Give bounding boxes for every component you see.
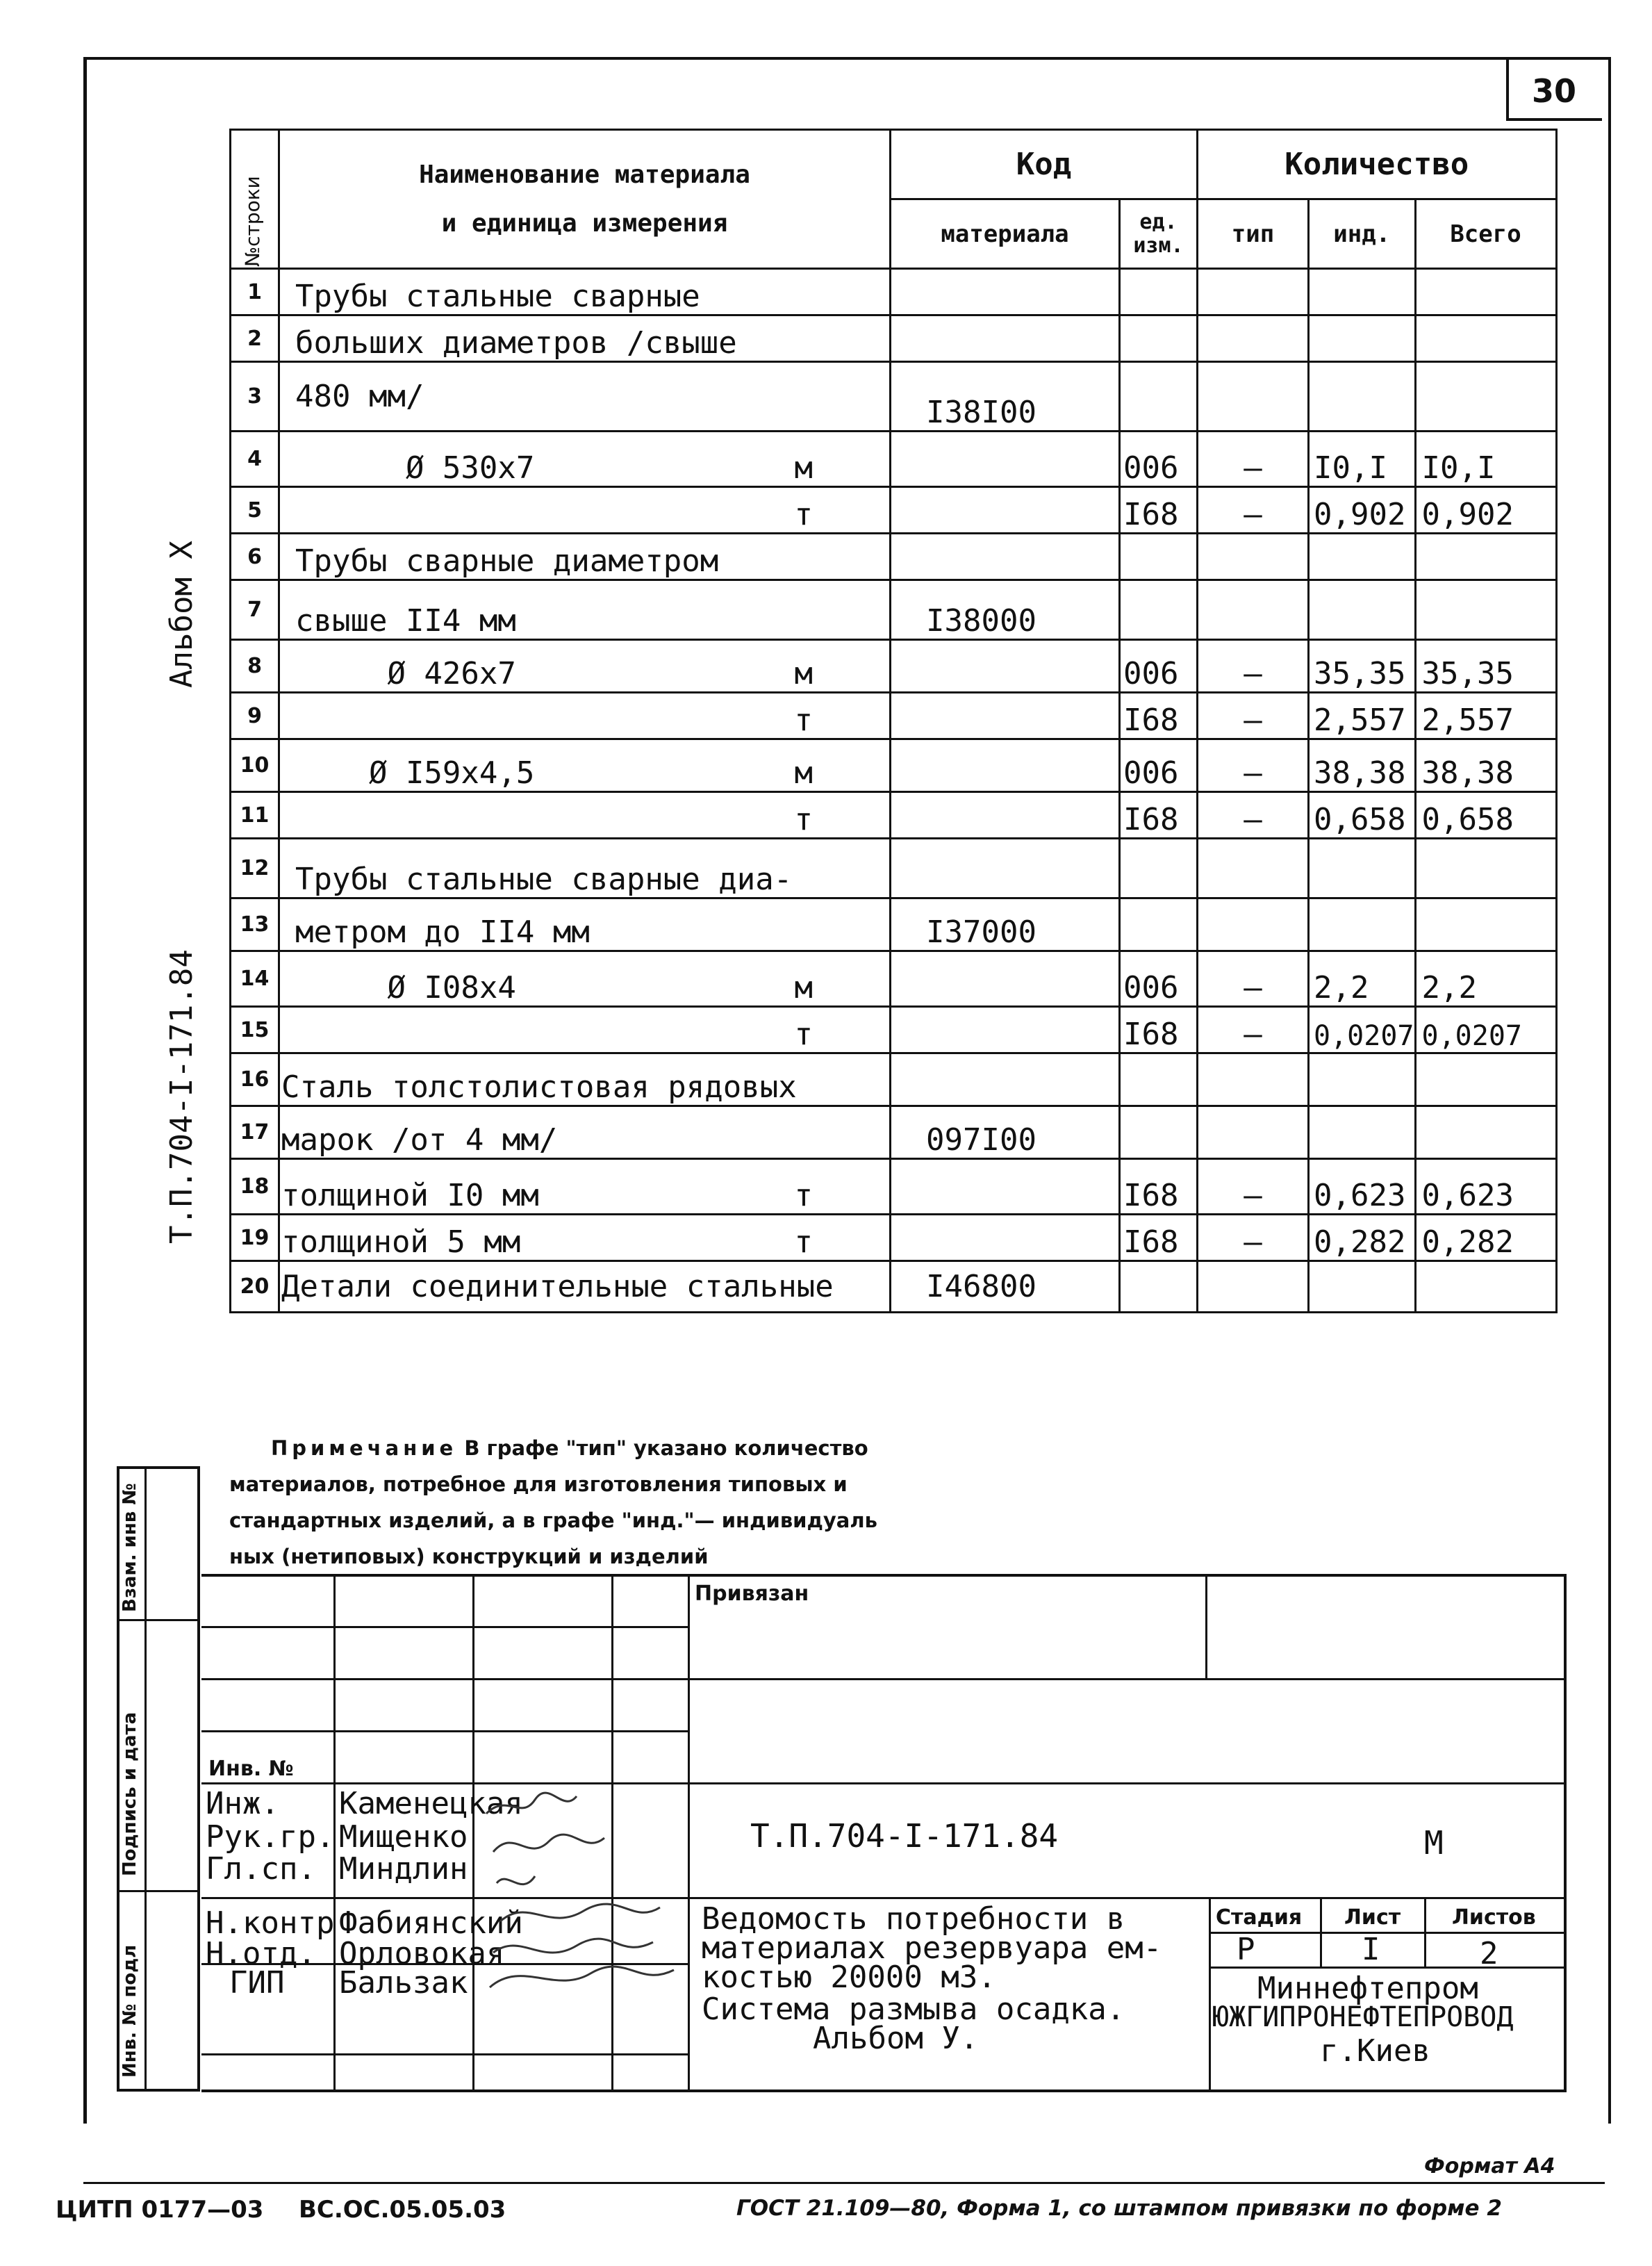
row-number: 9 xyxy=(231,693,279,739)
unit-code: 006 xyxy=(1120,432,1198,487)
material-name xyxy=(279,792,891,839)
page-number: 30 xyxy=(1531,72,1576,110)
table-row xyxy=(231,739,1557,792)
material-name-text: Трубы сварные диаметром xyxy=(295,543,719,579)
qty-ind: 35,35 xyxy=(1309,640,1416,693)
doc-code-side-label: Т.П.704-I-171.84 xyxy=(164,949,199,1244)
material-name-text: Сталь толстолистовая рядовых xyxy=(281,1069,797,1105)
qty-total xyxy=(1415,1261,1556,1313)
qty-total: 35,35 xyxy=(1415,640,1556,693)
material-code xyxy=(891,534,1120,580)
unit-code: I68 xyxy=(1120,1159,1198,1215)
material-code xyxy=(891,1007,1120,1053)
footer-line xyxy=(83,2182,1605,2184)
qty-ind xyxy=(1309,1053,1416,1106)
row-number: 18 xyxy=(231,1159,279,1215)
person-name: Мищенко xyxy=(339,1819,468,1855)
stamp-mark: М xyxy=(1424,1824,1444,1862)
unit-text: т xyxy=(794,1178,813,1213)
header-row-no xyxy=(231,130,279,269)
qty-type xyxy=(1198,362,1309,432)
qty-ind xyxy=(1309,1106,1416,1159)
inv-no-label: Инв. № xyxy=(208,1757,294,1781)
sheet-value: I xyxy=(1362,1932,1380,1967)
row-number: 13 xyxy=(231,898,279,951)
unit-text: т xyxy=(794,1224,813,1260)
row-number: 14 xyxy=(231,951,279,1007)
table-row xyxy=(231,1215,1557,1261)
material-name-text: Ø 530х7 xyxy=(295,450,535,486)
qty-ind: I0,I xyxy=(1309,432,1416,487)
material-code xyxy=(891,315,1120,362)
table-row xyxy=(231,898,1557,951)
material-code xyxy=(891,739,1120,792)
table-row xyxy=(231,1159,1557,1215)
row-number: 3 xyxy=(231,362,279,432)
material-code: I37000 xyxy=(891,898,1120,951)
qty-total: 0,623 xyxy=(1415,1159,1556,1215)
qty-total xyxy=(1415,315,1556,362)
sheets-value: 2 xyxy=(1480,1936,1498,1971)
material-code xyxy=(891,839,1120,898)
table-row xyxy=(231,640,1557,693)
material-name xyxy=(279,693,891,739)
table-row xyxy=(231,1106,1557,1159)
unit-code xyxy=(1120,362,1198,432)
qty-total xyxy=(1415,362,1556,432)
unit-text: м xyxy=(794,970,813,1005)
material-name-text: больших диаметров /свыше xyxy=(295,325,737,361)
qty-type xyxy=(1198,1261,1309,1313)
album-side-label: Альбом X xyxy=(164,541,199,688)
qty-type: – xyxy=(1198,640,1309,693)
material-code xyxy=(891,432,1120,487)
unit-text: т xyxy=(794,1017,813,1052)
stamp-vline xyxy=(1205,1574,1207,1678)
qty-ind xyxy=(1309,839,1416,898)
material-code xyxy=(891,1159,1120,1215)
qty-total: 0,0207 xyxy=(1415,1007,1556,1053)
qty-ind: 0,902 xyxy=(1309,487,1416,534)
qty-type xyxy=(1198,1106,1309,1159)
material-name xyxy=(279,534,891,580)
material-name-text: метром до II4 мм xyxy=(295,914,590,950)
unit-code xyxy=(1120,1053,1198,1106)
row-number: 20 xyxy=(231,1261,279,1313)
qty-total: 38,38 xyxy=(1415,739,1556,792)
qty-type xyxy=(1198,839,1309,898)
qty-total: 0,282 xyxy=(1415,1215,1556,1261)
material-code xyxy=(891,693,1120,739)
left-strip-divider xyxy=(144,1466,147,2092)
material-name-text: Ø 426х7 xyxy=(295,656,516,691)
qty-total xyxy=(1415,534,1556,580)
table-row xyxy=(231,1007,1557,1053)
qty-type xyxy=(1198,580,1309,640)
qty-ind xyxy=(1309,315,1416,362)
unit-code: I68 xyxy=(1120,487,1198,534)
person-name: Каменецкая xyxy=(339,1786,523,1821)
material-name-text: Трубы стальные сварные диа- xyxy=(295,862,793,897)
stamp-hline xyxy=(201,1678,1567,1680)
material-name-text: свыше II4 мм xyxy=(295,603,516,639)
qty-type: – xyxy=(1198,487,1309,534)
table-row xyxy=(231,693,1557,739)
role-label: ГИП xyxy=(229,1965,285,2001)
qty-total xyxy=(1415,1106,1556,1159)
qty-type: – xyxy=(1198,1215,1309,1261)
qty-total xyxy=(1415,269,1556,315)
qty-type xyxy=(1198,1053,1309,1106)
unit-code: 006 xyxy=(1120,951,1198,1007)
footer-left: ЦИТП 0177—03 xyxy=(56,2196,264,2224)
header-qty: Количество xyxy=(1198,130,1557,199)
row-number: 12 xyxy=(231,839,279,898)
table-row xyxy=(231,1261,1557,1313)
qty-ind: 0,658 xyxy=(1309,792,1416,839)
header-name xyxy=(279,130,891,269)
stamp-hline xyxy=(1209,1967,1567,1969)
table-row xyxy=(231,534,1557,580)
stamp-vline xyxy=(1424,1897,1426,1967)
role-label: Рук.гр. xyxy=(206,1819,335,1855)
material-code xyxy=(891,792,1120,839)
unit-code: I68 xyxy=(1120,1215,1198,1261)
stamp-vline xyxy=(1209,1897,1211,2092)
qty-total xyxy=(1415,839,1556,898)
doc-title-line2: материалах резервуара ем- xyxy=(702,1930,1162,1966)
material-code: 097I00 xyxy=(891,1106,1120,1159)
person-name: Орловокая xyxy=(339,1936,505,1971)
unit-text: м xyxy=(794,755,813,791)
row-number: 11 xyxy=(231,792,279,839)
table-row xyxy=(231,432,1557,487)
material-name-text: Детали соединительные стальные xyxy=(281,1269,834,1304)
qty-total: 0,658 xyxy=(1415,792,1556,839)
table-row xyxy=(231,315,1557,362)
qty-ind xyxy=(1309,1261,1416,1313)
material-name xyxy=(279,839,891,898)
material-name-text: 480 мм/ xyxy=(295,379,424,414)
row-number: 10 xyxy=(231,739,279,792)
row-number: 7 xyxy=(231,580,279,640)
table-row xyxy=(231,580,1557,640)
qty-type: – xyxy=(1198,739,1309,792)
unit-code xyxy=(1120,580,1198,640)
stamp-vline xyxy=(472,1574,474,2092)
unit-code xyxy=(1120,839,1198,898)
sheets-label: Листов xyxy=(1452,1905,1536,1930)
note-block xyxy=(229,1430,1549,1575)
unit-code xyxy=(1120,534,1198,580)
qty-total: 0,902 xyxy=(1415,487,1556,534)
note-lead: Примечание xyxy=(271,1436,458,1460)
unit-text: т xyxy=(794,497,813,532)
format-label: Формат А4 xyxy=(1424,2154,1555,2178)
qty-total xyxy=(1415,898,1556,951)
qty-type: – xyxy=(1198,1159,1309,1215)
role-label: Гл.сп. xyxy=(206,1851,316,1887)
unit-code xyxy=(1120,1261,1198,1313)
stamp-hline xyxy=(201,1626,688,1628)
header-code: Код xyxy=(891,130,1198,199)
org-line1: Миннефтепром xyxy=(1257,1971,1478,2006)
person-name: Бальзак xyxy=(339,1965,468,2001)
header-qty-type: тип xyxy=(1198,199,1309,269)
stamp-hline xyxy=(201,1897,1567,1899)
material-code: I38000 xyxy=(891,580,1120,640)
unit-code xyxy=(1120,315,1198,362)
unit-text: т xyxy=(794,802,813,837)
table-row xyxy=(231,487,1557,534)
qty-type: – xyxy=(1198,792,1309,839)
material-name xyxy=(279,951,891,1007)
qty-total: I0,I xyxy=(1415,432,1556,487)
note-line1: В графе "тип" указано количество xyxy=(464,1436,868,1460)
left-strip-inv: Инв. № подл xyxy=(119,1944,140,2078)
qty-ind: 2,557 xyxy=(1309,693,1416,739)
material-name xyxy=(279,640,891,693)
stamp-hline xyxy=(1209,1932,1567,1934)
unit-code xyxy=(1120,269,1198,315)
material-code xyxy=(891,1053,1120,1106)
materials-table xyxy=(229,129,1558,1313)
unit-code: 006 xyxy=(1120,739,1198,792)
unit-code: I68 xyxy=(1120,693,1198,739)
stage-value: Р xyxy=(1237,1932,1255,1967)
row-number: 4 xyxy=(231,432,279,487)
unit-code xyxy=(1120,898,1198,951)
row-number: 5 xyxy=(231,487,279,534)
qty-total: 2,2 xyxy=(1415,951,1556,1007)
qty-type: – xyxy=(1198,432,1309,487)
role-label: Н.отд. xyxy=(206,1936,316,1971)
unit-text: м xyxy=(794,656,813,691)
material-name xyxy=(279,315,891,362)
material-name xyxy=(279,580,891,640)
footer-gost: ГОСТ 21.109—80, Форма 1, со штампом привязки по форме 2 xyxy=(736,2196,1502,2221)
qty-ind: 38,38 xyxy=(1309,739,1416,792)
stamp-vline xyxy=(1320,1897,1322,1967)
qty-total: 2,557 xyxy=(1415,693,1556,739)
row-number: 16 xyxy=(231,1053,279,1106)
note-line2: материалов, потребное для изготовления типовых и xyxy=(229,1472,848,1496)
unit-code xyxy=(1120,1106,1198,1159)
qty-ind: 0,0207 xyxy=(1309,1007,1416,1053)
sheet-label: Лист xyxy=(1344,1905,1401,1930)
stamp-hline xyxy=(201,2090,1567,2092)
qty-type xyxy=(1198,269,1309,315)
stamp-vline xyxy=(688,1574,690,2092)
qty-ind xyxy=(1309,580,1416,640)
material-name xyxy=(279,898,891,951)
qty-ind xyxy=(1309,898,1416,951)
stamp-doc-code: Т.П.704-I-171.84 xyxy=(750,1817,1059,1855)
doc-title-line1: Ведомость потребности в xyxy=(702,1901,1125,1937)
row-number: 6 xyxy=(231,534,279,580)
unit-code: I68 xyxy=(1120,792,1198,839)
material-code xyxy=(891,951,1120,1007)
qty-type: – xyxy=(1198,951,1309,1007)
stamp-hline xyxy=(201,1782,1567,1784)
header-name-line2: и единица измерения xyxy=(441,208,728,238)
stamp-hline xyxy=(201,1730,688,1732)
unit-code: I68 xyxy=(1120,1007,1198,1053)
table-row xyxy=(231,269,1557,315)
material-name-text: Трубы стальные сварные xyxy=(295,279,700,314)
material-name xyxy=(279,362,891,432)
table-row xyxy=(231,362,1557,432)
material-name xyxy=(279,1106,891,1159)
role-label: Инж. xyxy=(206,1786,279,1821)
table-row xyxy=(231,951,1557,1007)
qty-ind: 0,623 xyxy=(1309,1159,1416,1215)
qty-ind xyxy=(1309,269,1416,315)
row-number: 19 xyxy=(231,1215,279,1261)
person-name: Фабиянский xyxy=(339,1905,523,1941)
material-name xyxy=(279,432,891,487)
table-row xyxy=(231,1053,1557,1106)
row-number: 2 xyxy=(231,315,279,362)
person-name: Миндлин xyxy=(339,1851,468,1887)
material-name-text: Ø I59х4,5 xyxy=(295,755,535,791)
material-name-text: Ø I08х4 xyxy=(295,970,516,1005)
privyazan-label: Привязан xyxy=(695,1582,809,1606)
material-name xyxy=(279,739,891,792)
header-qty-total: Всего xyxy=(1415,199,1556,269)
qty-type xyxy=(1198,315,1309,362)
note-line3: стандартных изделий, а в графе "инд."— индивидуаль xyxy=(229,1509,877,1532)
left-strip-divider xyxy=(117,1619,200,1621)
material-name-text: толщиной I0 мм xyxy=(281,1178,539,1213)
row-number: 8 xyxy=(231,640,279,693)
header-row-no-text: №строки xyxy=(241,176,264,267)
material-code xyxy=(891,640,1120,693)
left-strip-divider xyxy=(117,1890,200,1892)
doc-title-line4: Система размыва осадка. xyxy=(702,1992,1125,2027)
material-name xyxy=(279,1007,891,1053)
qty-type: – xyxy=(1198,1007,1309,1053)
material-code xyxy=(891,269,1120,315)
header-code-unit: ед. изм. xyxy=(1120,199,1198,269)
unit-text: т xyxy=(794,703,813,738)
qty-type xyxy=(1198,898,1309,951)
material-code xyxy=(891,1215,1120,1261)
material-code: I46800 xyxy=(891,1261,1120,1313)
qty-total xyxy=(1415,580,1556,640)
qty-type: – xyxy=(1198,693,1309,739)
table-row xyxy=(231,792,1557,839)
material-name xyxy=(279,1261,891,1313)
doc-title-line5: Альбом У. xyxy=(813,2021,979,2056)
material-name xyxy=(279,1053,891,1106)
org-line3: г.Киев xyxy=(1320,2033,1430,2069)
qty-ind: 2,2 xyxy=(1309,951,1416,1007)
qty-ind: 0,282 xyxy=(1309,1215,1416,1261)
material-name xyxy=(279,487,891,534)
row-number: 1 xyxy=(231,269,279,315)
note-line4: ных (нетиповых) конструкций и изделий xyxy=(229,1545,709,1568)
left-strip-vzam: Взам. инв № xyxy=(119,1483,140,1612)
qty-type xyxy=(1198,534,1309,580)
org-line2: ЮЖГИПРОНЕФТЕПРОВОД xyxy=(1212,2001,1514,2033)
header-code-material: материала xyxy=(891,199,1120,269)
material-name xyxy=(279,1159,891,1215)
unit-text: м xyxy=(794,450,813,486)
material-name-text: марок /от 4 мм/ xyxy=(281,1122,558,1158)
header-name-line1: Наименование материала xyxy=(419,160,750,189)
material-name-text: толщиной 5 мм xyxy=(281,1224,521,1260)
doc-title-line3: костью 20000 м3. xyxy=(702,1960,996,1995)
material-code: I38I00 xyxy=(891,362,1120,432)
qty-ind xyxy=(1309,534,1416,580)
footer-code: ВС.ОС.05.05.03 xyxy=(299,2196,506,2224)
material-name xyxy=(279,1215,891,1261)
qty-total xyxy=(1415,1053,1556,1106)
qty-ind xyxy=(1309,362,1416,432)
row-number: 15 xyxy=(231,1007,279,1053)
left-strip-sign-date: Подпись и дата xyxy=(119,1711,140,1876)
material-code xyxy=(891,487,1120,534)
stage-label: Стадия xyxy=(1216,1905,1303,1930)
role-label: Н.контр xyxy=(206,1905,335,1941)
table-row xyxy=(231,839,1557,898)
material-name xyxy=(279,269,891,315)
unit-code: 006 xyxy=(1120,640,1198,693)
signatures xyxy=(479,1786,681,2064)
row-number: 17 xyxy=(231,1106,279,1159)
header-qty-ind: инд. xyxy=(1309,199,1416,269)
